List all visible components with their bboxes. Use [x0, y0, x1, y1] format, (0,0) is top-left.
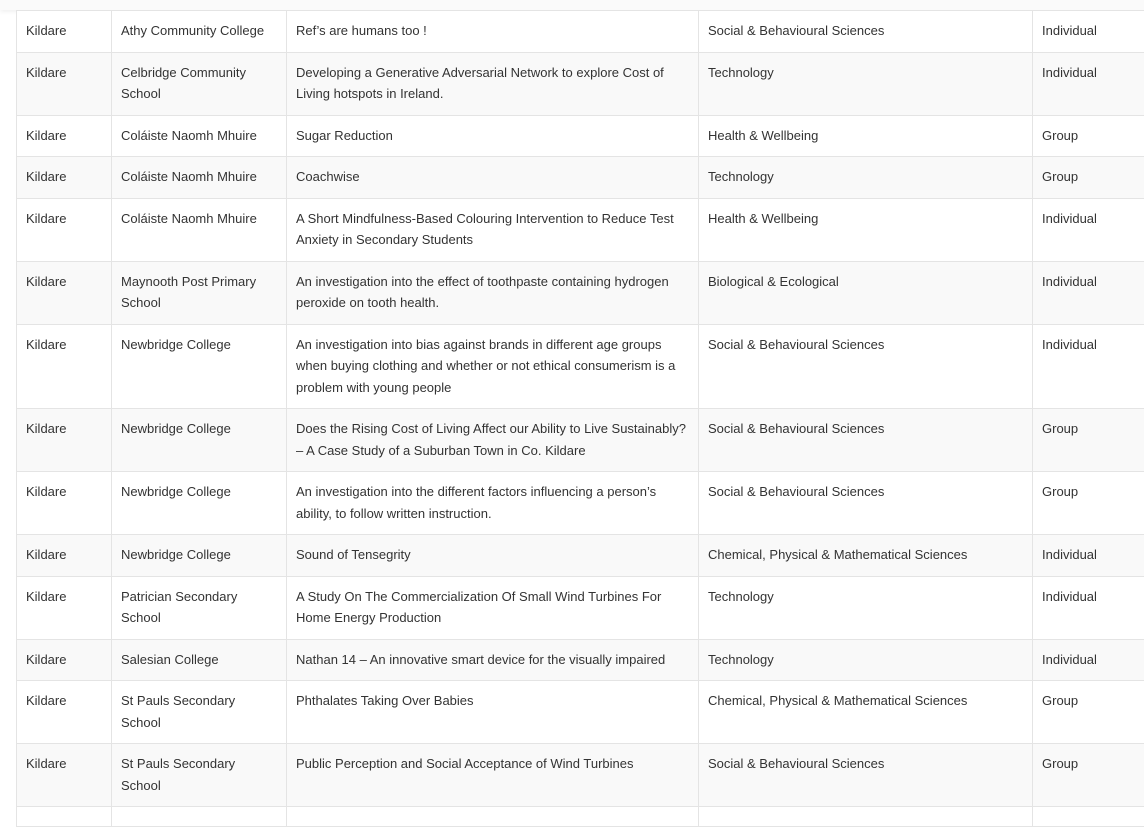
county-cell: [17, 807, 112, 827]
school-cell: St Pauls Secondary School: [112, 681, 287, 744]
entry-type-cell: Group: [1033, 744, 1144, 807]
county-cell: Kildare: [17, 115, 112, 157]
county-cell: Kildare: [17, 535, 112, 577]
project-title-cell: Public Perception and Social Acceptance of Wind Turbines: [287, 744, 699, 807]
entry-type-cell: Individual: [1033, 261, 1144, 324]
county-cell: Kildare: [17, 681, 112, 744]
school-cell: Newbridge College: [112, 472, 287, 535]
county-cell: Kildare: [17, 576, 112, 639]
category-cell: Social & Behavioural Sciences: [699, 744, 1033, 807]
table-row: [17, 472, 1144, 535]
entry-type-cell: Individual: [1033, 198, 1144, 261]
county-cell: Kildare: [17, 324, 112, 409]
category-cell: Technology: [699, 639, 1033, 681]
county-cell: Kildare: [17, 472, 112, 535]
county-cell: Kildare: [17, 744, 112, 807]
county-cell: Kildare: [17, 11, 112, 53]
projects-table-body: [17, 11, 1144, 827]
category-cell: [699, 807, 1033, 827]
school-cell: Coláiste Naomh Mhuire: [112, 157, 287, 199]
school-cell: Coláiste Naomh Mhuire: [112, 198, 287, 261]
table-row: [17, 115, 1144, 157]
table-row: [17, 11, 1144, 53]
entry-type-cell: [1033, 807, 1144, 827]
entry-type-cell: Group: [1033, 409, 1144, 472]
school-cell: Athy Community College: [112, 11, 287, 53]
project-title-cell: Does the Rising Cost of Living Affect our Ability to Live Sustainably? – A Case Study of a Suburban Town in Co. Kildare: [287, 409, 699, 472]
project-title-cell: Ref’s are humans too !: [287, 11, 699, 53]
category-cell: Chemical, Physical & Mathematical Sciences: [699, 681, 1033, 744]
table-row: [17, 198, 1144, 261]
project-title-cell: An investigation into the effect of toothpaste containing hydrogen peroxide on tooth health.: [287, 261, 699, 324]
table-row: [17, 535, 1144, 577]
table-row: [17, 261, 1144, 324]
school-cell: Patrician Secondary School: [112, 576, 287, 639]
table-row: [17, 324, 1144, 409]
category-cell: Social & Behavioural Sciences: [699, 472, 1033, 535]
county-cell: Kildare: [17, 52, 112, 115]
projects-table: [16, 10, 1144, 827]
entry-type-cell: Individual: [1033, 535, 1144, 577]
projects-table-container: [16, 10, 1144, 827]
school-cell: Salesian College: [112, 639, 287, 681]
category-cell: Biological & Ecological: [699, 261, 1033, 324]
school-cell: Coláiste Naomh Mhuire: [112, 115, 287, 157]
county-cell: Kildare: [17, 639, 112, 681]
entry-type-cell: Individual: [1033, 324, 1144, 409]
project-title-cell: Sound of Tensegrity: [287, 535, 699, 577]
entry-type-cell: Group: [1033, 472, 1144, 535]
school-cell: Maynooth Post Primary School: [112, 261, 287, 324]
category-cell: Technology: [699, 157, 1033, 199]
entry-type-cell: Individual: [1033, 11, 1144, 53]
project-title-cell: A Study On The Commercialization Of Small Wind Turbines For Home Energy Production: [287, 576, 699, 639]
category-cell: Social & Behavioural Sciences: [699, 409, 1033, 472]
project-title-cell: Sugar Reduction: [287, 115, 699, 157]
entry-type-cell: Group: [1033, 157, 1144, 199]
category-cell: Health & Wellbeing: [699, 198, 1033, 261]
category-cell: Technology: [699, 576, 1033, 639]
county-cell: Kildare: [17, 198, 112, 261]
entry-type-cell: Individual: [1033, 639, 1144, 681]
entry-type-cell: Individual: [1033, 52, 1144, 115]
table-row: [17, 744, 1144, 807]
table-row: [17, 807, 1144, 827]
county-cell: Kildare: [17, 409, 112, 472]
entry-type-cell: Individual: [1033, 576, 1144, 639]
table-row: [17, 157, 1144, 199]
school-cell: Newbridge College: [112, 535, 287, 577]
table-row: [17, 639, 1144, 681]
table-row: [17, 52, 1144, 115]
school-cell: Newbridge College: [112, 409, 287, 472]
project-title-cell: An investigation into the different factors influencing a person’s ability, to follow written instruction.: [287, 472, 699, 535]
category-cell: Health & Wellbeing: [699, 115, 1033, 157]
category-cell: Social & Behavioural Sciences: [699, 324, 1033, 409]
category-cell: Technology: [699, 52, 1033, 115]
category-cell: Chemical, Physical & Mathematical Sciences: [699, 535, 1033, 577]
project-title-cell: Nathan 14 – An innovative smart device for the visually impaired: [287, 639, 699, 681]
project-title-cell: An investigation into bias against brands in different age groups when buying clothing and whether or not ethical consumerism is a problem with young people: [287, 324, 699, 409]
entry-type-cell: Group: [1033, 115, 1144, 157]
table-row: [17, 576, 1144, 639]
table-row: [17, 409, 1144, 472]
school-cell: [112, 807, 287, 827]
project-title-cell: Phthalates Taking Over Babies: [287, 681, 699, 744]
entry-type-cell: Group: [1033, 681, 1144, 744]
school-cell: Newbridge College: [112, 324, 287, 409]
county-cell: Kildare: [17, 157, 112, 199]
project-title-cell: Developing a Generative Adversarial Network to explore Cost of Living hotspots in Ireland.: [287, 52, 699, 115]
project-title-cell: A Short Mindfulness-Based Colouring Intervention to Reduce Test Anxiety in Secondary Students: [287, 198, 699, 261]
school-cell: St Pauls Secondary School: [112, 744, 287, 807]
project-title-cell: [287, 807, 699, 827]
school-cell: Celbridge Community School: [112, 52, 287, 115]
table-row: [17, 681, 1144, 744]
category-cell: Social & Behavioural Sciences: [699, 11, 1033, 53]
county-cell: Kildare: [17, 261, 112, 324]
sticky-header-shadow: [0, 0, 1144, 10]
project-title-cell: Coachwise: [287, 157, 699, 199]
